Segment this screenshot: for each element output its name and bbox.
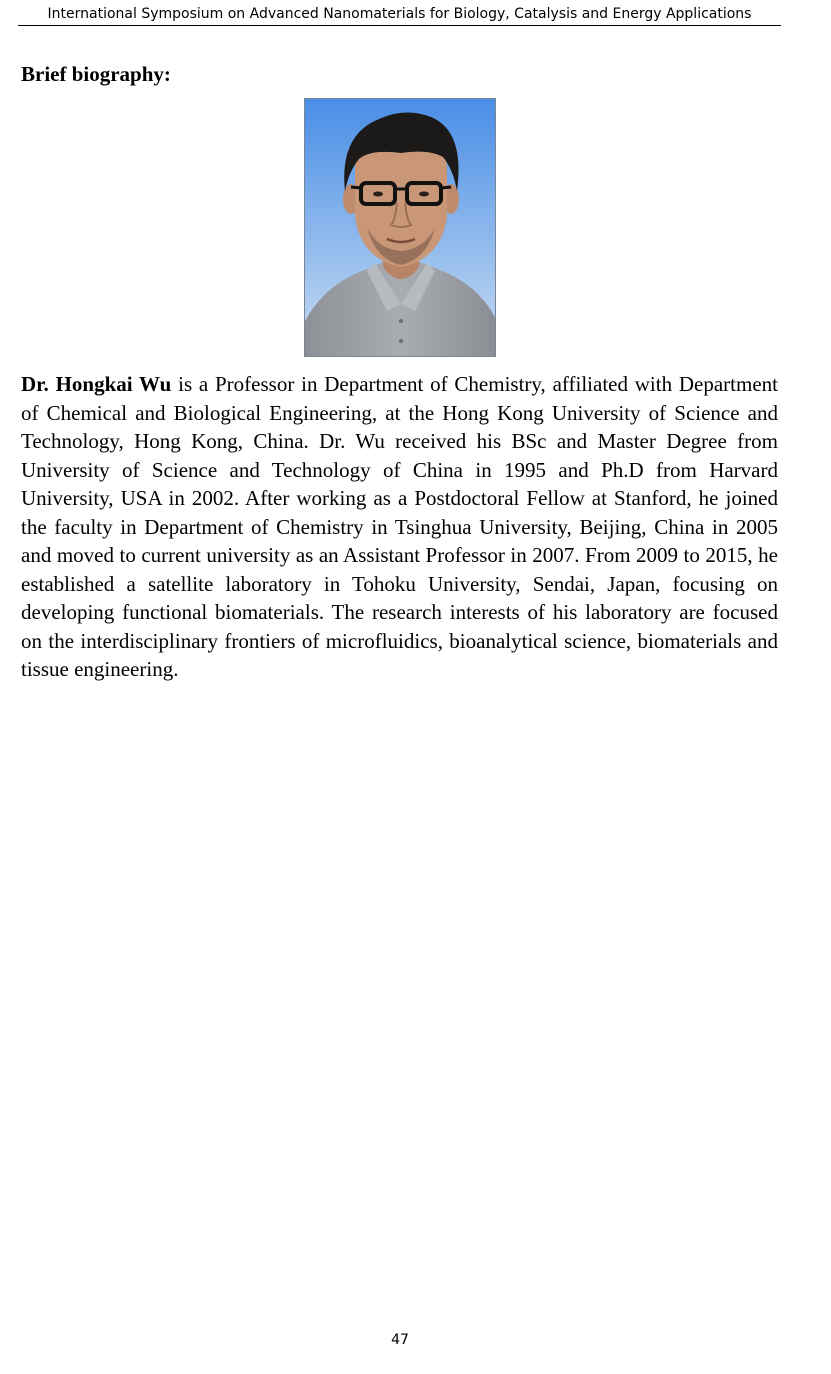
portrait-photo — [304, 98, 496, 357]
page-number: 47 — [391, 1332, 409, 1348]
section-heading: Brief biography: — [21, 62, 171, 86]
biography-text: is a Professor in Department of Chemistry, affiliated with Department of Chemical and Biological Engineering, at the Hong Kong University of Science and Technology, Hong Kong, China. Dr. Wu received his BSc and Master Degree from University of Science and Technology of China in 1995 and Ph.D from Harvard University, USA in 2002. After working as a Postdoctoral Fellow at Stanford, he joined the faculty in Department of Chemistry in Tsinghua University, Beijing, China in 2005 and moved to current university as an Assistant Professor in 2007. From 2009 to 2015, he established a satellite laboratory in Tohoku University, Sendai, Japan, focusing on developing functional biomaterials. The research interests of his laboratory are focused on the interdisciplinary frontiers of microfluidics, bioanalytical science, biomaterials and tissue engineering. — [21, 372, 778, 681]
running-header: International Symposium on Advanced Nanomaterials for Biology, Catalysis and Energy Applications — [18, 4, 781, 26]
speaker-name: Dr. Hongkai Wu — [21, 372, 172, 396]
biography-paragraph — [21, 370, 778, 684]
